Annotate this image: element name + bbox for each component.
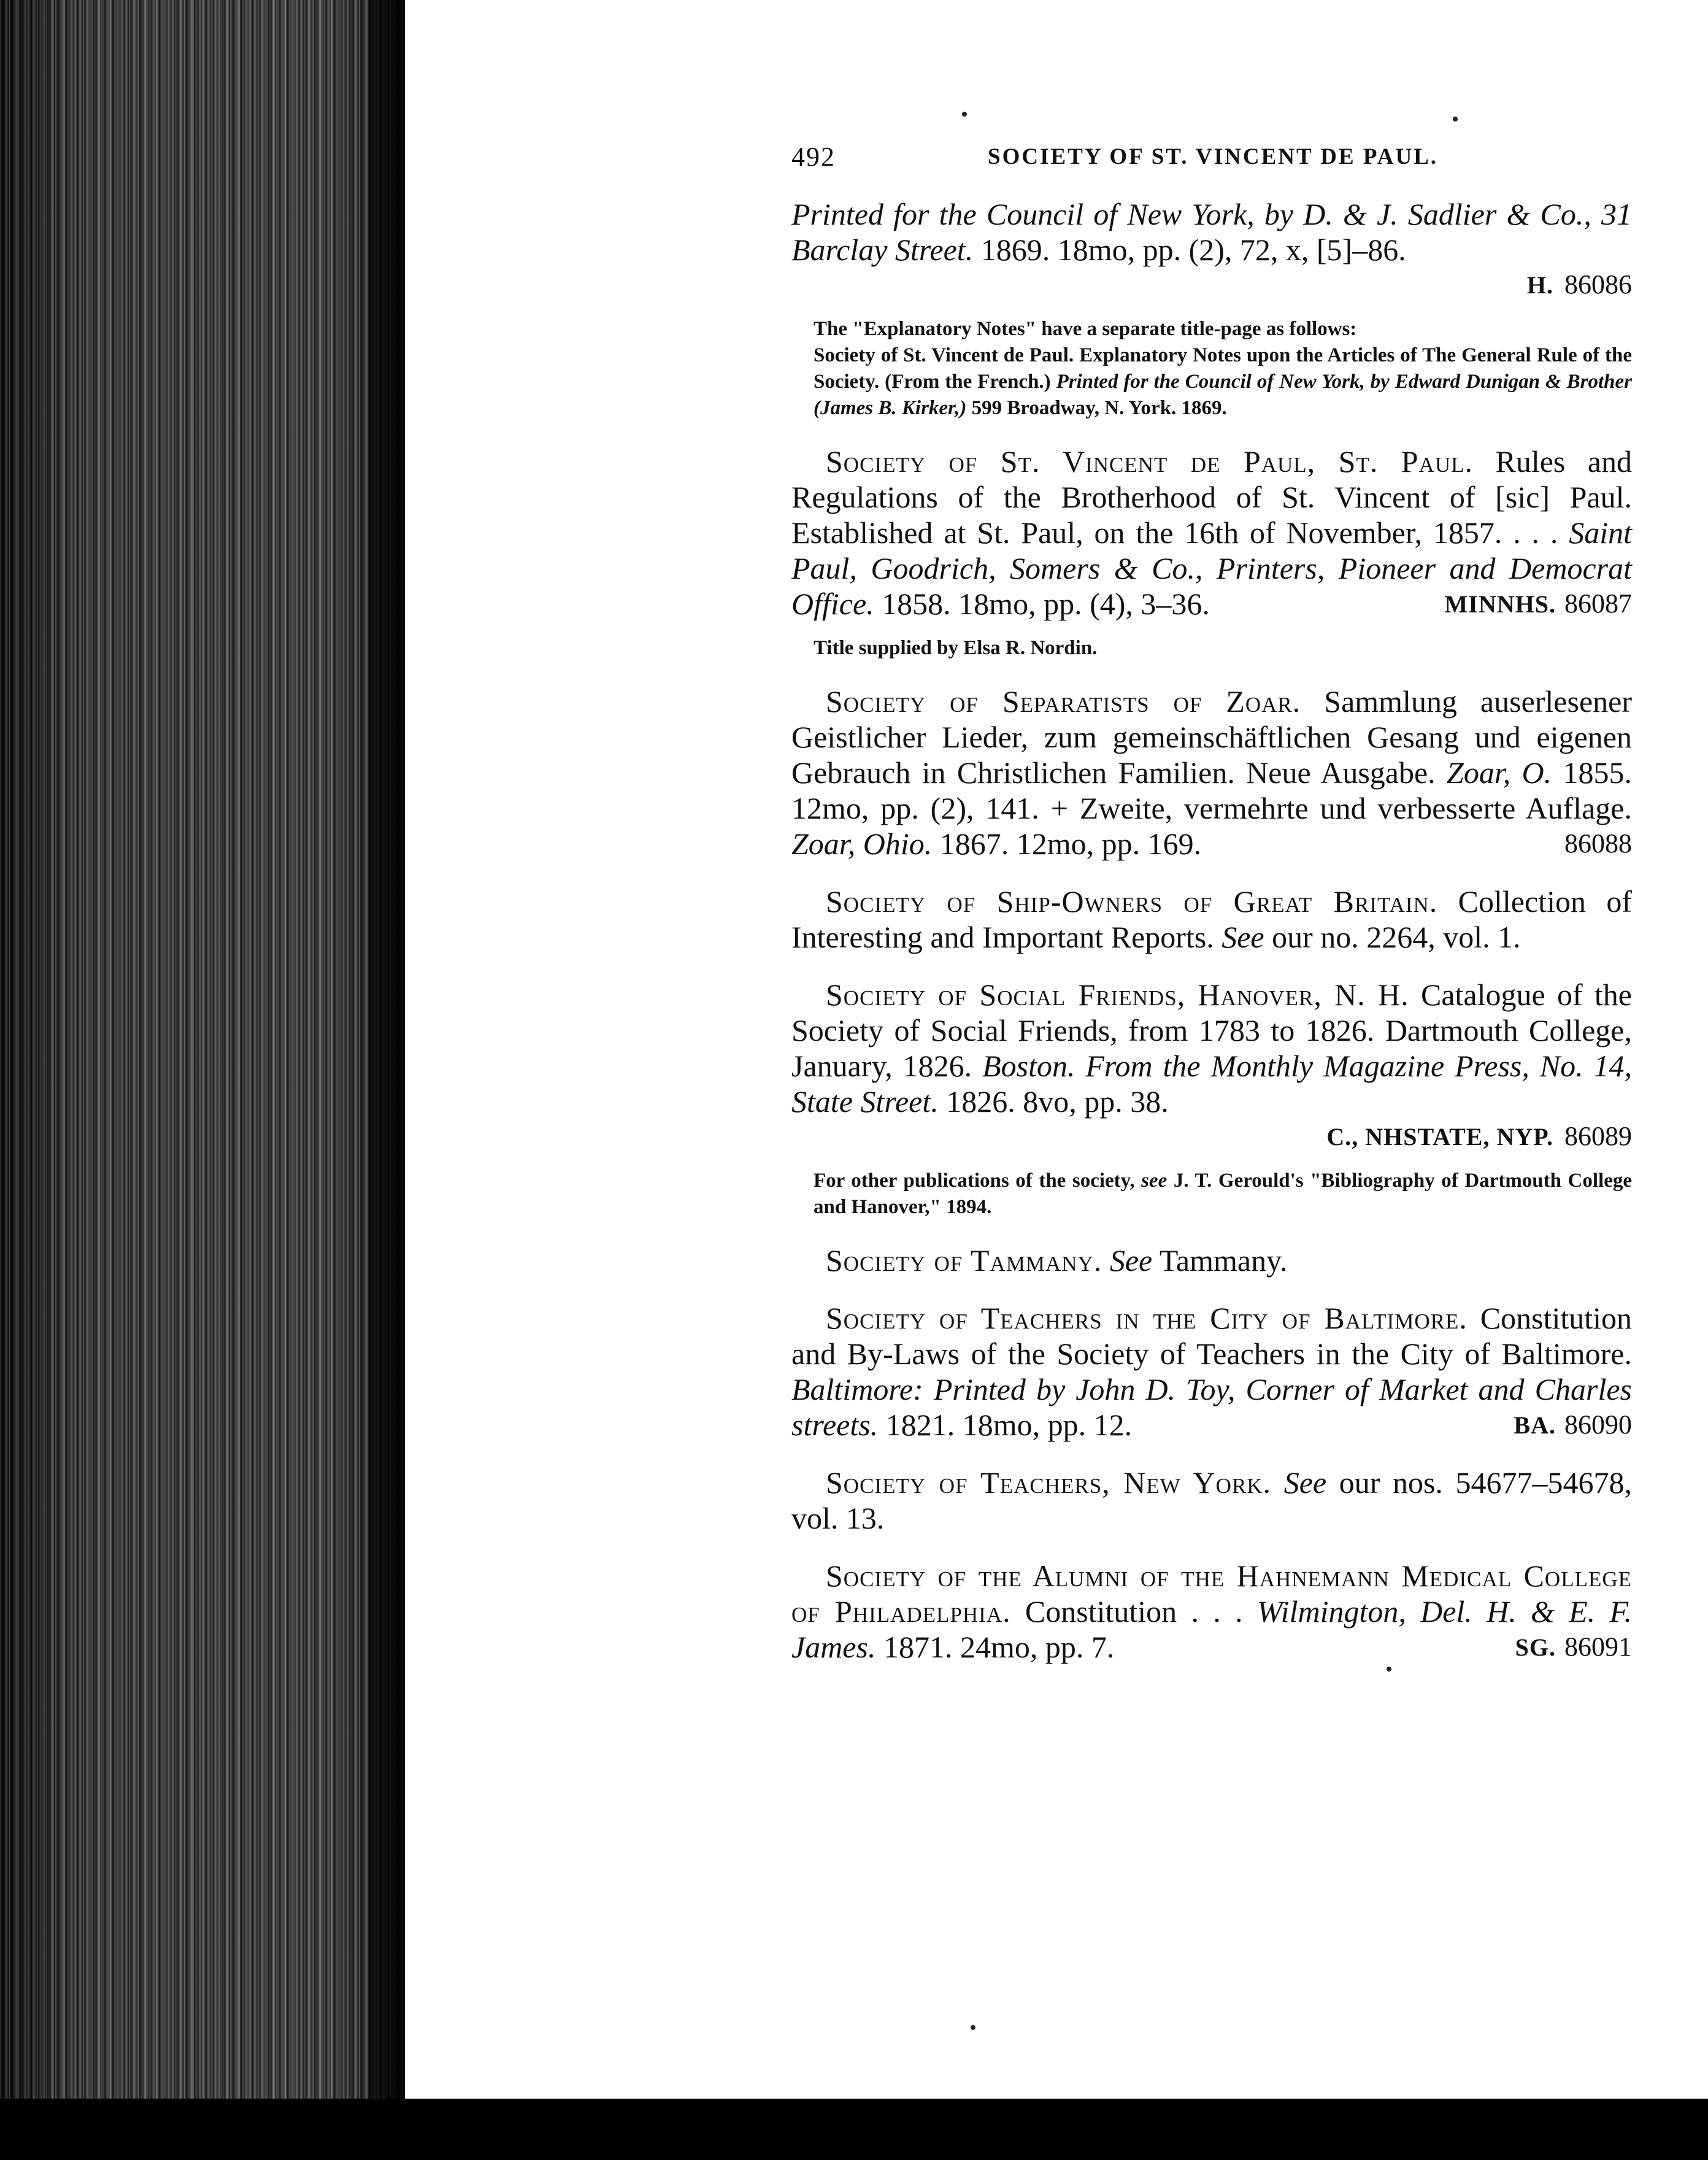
entry-collation: 1855. 12mo, pp. (2), 141. + Zweite, vermehrte und verbesserte Auflage. — [791, 755, 1632, 825]
entry-title: Constitution . . . — [1025, 1594, 1243, 1629]
note-text-plain: For other publications of the society, — [814, 1170, 1135, 1192]
note-text — [791, 1168, 1632, 1221]
entry-heading: Society of Teachers, New York. — [826, 1465, 1272, 1500]
specks — [1387, 1667, 1391, 1672]
entry-reference — [791, 268, 1632, 303]
entry-86091 — [791, 1558, 1632, 1665]
book-page-edges — [0, 0, 405, 2160]
entry-reference — [1530, 826, 1632, 862]
entry-note — [791, 316, 1632, 422]
entry-cross-ref: our no. 2264, vol. 1. — [1272, 920, 1521, 954]
entry-see: See — [1221, 920, 1264, 954]
entry-location: SG. — [1515, 1634, 1556, 1661]
entry-location: MINNHS. — [1444, 590, 1556, 618]
entry-see: See — [1109, 1243, 1153, 1278]
specks — [1453, 117, 1458, 122]
entry-imprint-2: Zoar, Ohio. — [791, 827, 933, 861]
entry-ship-owners — [791, 884, 1632, 955]
note-text-tail: 599 Broadway, N. York. 1869. — [971, 397, 1227, 419]
entry-cross-ref: our nos. 54677–54678, vol. 13. — [791, 1465, 1633, 1535]
entry-heading: Society of Teachers in the City of Baltimore. — [826, 1301, 1468, 1335]
entry-86087 — [791, 444, 1632, 662]
entry-heading: Society of Tammany. — [826, 1243, 1102, 1278]
note-text — [791, 342, 1632, 422]
entry-reference — [1481, 1629, 1632, 1665]
entry-imprint: Boston. From the Monthly Magazine Press, No. 14, State Street. — [791, 1049, 1633, 1119]
entry-see: See — [1283, 1465, 1327, 1500]
note-text: Title supplied by Elsa R. Nordin. — [814, 637, 1098, 659]
entry-cross-ref: Tammany. — [1159, 1243, 1288, 1278]
entry-title: Catalogue of the Society of Social Friends, from 1783 to 1826. Dartmouth College, January, 1826. — [791, 978, 1633, 1083]
entry-location: H. — [1526, 271, 1553, 299]
entry-imprint: Saint Paul, Goodrich, Somers & Co., Printers, Pioneer and Democrat Office. — [791, 515, 1633, 621]
entry-86086 — [791, 196, 1632, 422]
note-text-italic: see — [1141, 1170, 1168, 1192]
entry-heading: Society of Social Friends, Hanover, N. H. — [826, 978, 1409, 1012]
entry-note — [791, 1168, 1632, 1221]
entry-tammany — [791, 1243, 1632, 1278]
entry-collation: 1871. 24mo, pp. 7. — [883, 1630, 1115, 1664]
entry-number: 86089 — [1564, 1121, 1632, 1151]
entry-86090 — [791, 1300, 1632, 1443]
entry-heading: Society of St. Vincent de Paul, St. Paul. — [826, 444, 1474, 479]
page-number: 492 — [791, 142, 836, 172]
entry-number: 86087 — [1564, 588, 1632, 619]
note-text: The "Explanatory Notes" have a separate title-page as follows: — [814, 318, 1357, 340]
entry-heading: Society of Ship-Owners of Great Britain. — [826, 884, 1438, 919]
page-content — [791, 141, 1632, 1665]
note-text-plain: Society of St. Vincent de Paul. Explanatory Notes upon the Articles of The General Rule of the Society. (From the French.) — [814, 344, 1632, 393]
running-header — [791, 141, 1632, 178]
entry-reference — [791, 1119, 1632, 1154]
entry-86089 — [791, 977, 1632, 1221]
entry-heading: Society of Separatists of Zoar. — [826, 684, 1301, 719]
entry-note — [791, 635, 1632, 662]
entry-title: Constitution and By-Laws of the Society of Teachers in the City of Baltimore. — [791, 1301, 1633, 1371]
note-text-italic: Printed for the Council of New York, by Edward Dunigan & Brother (James B. Kirker,) — [814, 371, 1633, 419]
entry-collation-2: 1867. 12mo, pp. 169. — [939, 827, 1202, 861]
entry-collation: 1858. 18mo, pp. (4), 3–36. — [882, 587, 1210, 621]
entry-location: C., NHSTATE, NYP. — [1326, 1123, 1553, 1151]
entry-number: 86091 — [1564, 1632, 1632, 1662]
scan-border — [0, 2099, 1708, 2160]
entry-number: 86086 — [1564, 269, 1632, 299]
entry-86088 — [791, 684, 1632, 862]
entry-collation: 1826. 8vo, pp. 38. — [946, 1084, 1169, 1119]
entry-imprint: Printed for the Council of New York, by D. & J. Sadlier & Co., 31 Barclay Street. — [791, 197, 1632, 267]
entry-heading: Society of the Alumni of the Hahnemann Medical College of Philadelphia. — [791, 1559, 1632, 1629]
running-title: SOCIETY OF ST. VINCENT DE PAUL. — [988, 144, 1439, 169]
specks — [971, 2025, 975, 2030]
entry-imprint: Baltimore: Printed by John D. Toy, Corner of Market and Charles streets. — [791, 1372, 1632, 1442]
entry-imprint: Zoar, O. — [1447, 755, 1552, 790]
entry-collation: 1821. 18mo, pp. 12. — [885, 1408, 1133, 1442]
note-text-tail: J. T. Gerould's "Bibliography of Dartmouth College and Hanover," 1894. — [814, 1170, 1633, 1218]
entry-location: BA. — [1514, 1411, 1556, 1439]
specks — [962, 112, 967, 117]
entry-title: Collection of Interesting and Important Reports. — [791, 884, 1632, 954]
entry-imprint: Wilmington, Del. H. & E. F. James. — [791, 1594, 1633, 1664]
entry-reference — [1479, 1407, 1632, 1443]
entry-collation: 1869. 18mo, pp. (2), 72, x, [5]–86. — [980, 233, 1406, 267]
entry-teachers-new-york — [791, 1465, 1632, 1536]
entry-number: 86090 — [1564, 1410, 1632, 1440]
entry-reference — [1410, 586, 1632, 622]
entry-number: 86088 — [1564, 828, 1632, 858]
entry-title: Sammlung auserlesener Geistlicher Lieder, zum gemeinschäftlichen Gesang und eigenen Gebrauch in Christlichen Familien. Neue Ausgabe. — [791, 684, 1632, 790]
entry-title: Rules and Regulations of the Brotherhood of St. Vincent of [sic] Paul. Established at St. Paul, on the 16th of November, 1857. . . . — [791, 444, 1632, 550]
